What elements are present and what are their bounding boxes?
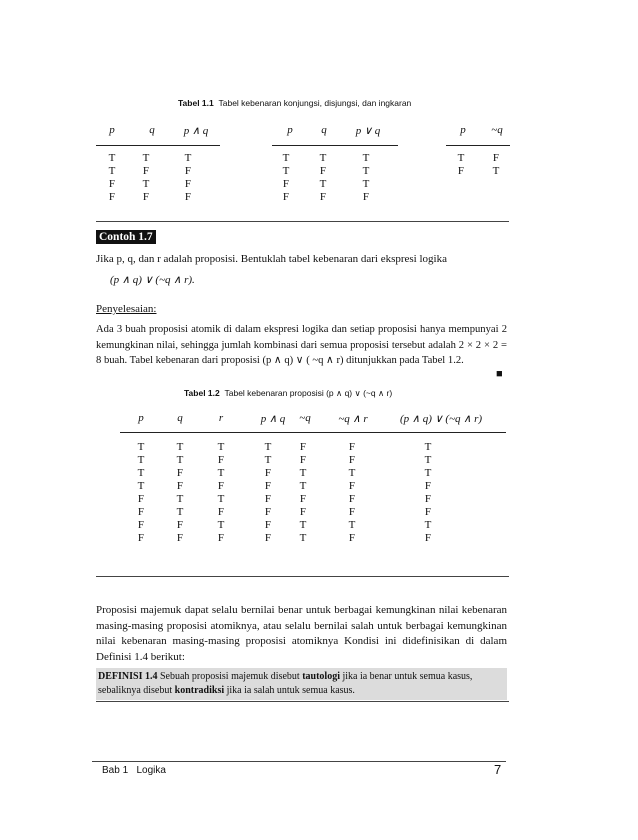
divider <box>96 701 509 702</box>
table-header: ~q <box>491 124 503 136</box>
end-of-proof-mark: ■ <box>496 368 503 380</box>
table1-caption: Tabel 1.1 Tabel kebenaran konjungsi, disjungsi, dan ingkaran <box>178 98 412 108</box>
table-column: T T F F F F F F <box>264 441 272 544</box>
table-column: T T T F F F T F <box>424 441 432 544</box>
term-tautology: tautologi <box>302 671 340 682</box>
table-column: F T <box>492 152 500 177</box>
table-column: T F T F <box>319 152 327 203</box>
table-header: p <box>287 124 293 136</box>
page-number: 7 <box>494 762 502 777</box>
conclusion-paragraph: Proposisi majemuk dapat selalu bernilai benar untuk berbagai kemungkinan nilai kebenaran masing-masing proposisi atomiknya, atau selalu bernilai salah untuk berbagai kemungkinan nilai kebenaran masing-masing proposisi atomiknya Kondisi ini didefinisikan di dalam Definisi 1.4 berikut: <box>96 604 507 663</box>
table2-caption: Tabel 1.2 Tabel kebenaran proposisi (p ∧ q) ∨ (~q ∧ r) <box>184 388 393 398</box>
table-header: q <box>177 412 183 424</box>
example-expression: (p ∧ q) ∨ (~q ∧ r). <box>110 274 195 286</box>
table-column: T F T F T F T F <box>217 441 225 544</box>
divider <box>96 576 509 577</box>
table-header: p <box>138 412 144 424</box>
example-title: Contoh 1.7 <box>96 230 156 244</box>
table-column: F F T T F F T T <box>299 441 307 544</box>
definition-label: DEFINISI 1.4 <box>98 671 158 682</box>
table-header: (p ∧ q) ∨ (~q ∧ r) <box>399 413 483 425</box>
table-column: T F F F <box>184 152 192 203</box>
table-column: T F T F <box>142 152 150 203</box>
solution-label: Penyelesaian: <box>96 303 157 315</box>
table-column: F F T F F F T F <box>348 441 356 544</box>
table-header: p <box>109 124 115 136</box>
table-column: T T T T F F F F <box>137 441 145 544</box>
divider <box>96 221 509 222</box>
table-column: T T F F T T F F <box>176 441 184 544</box>
table-column: T T F F <box>282 152 290 203</box>
table-header: r <box>218 412 224 424</box>
table-header: ~q ∧ r <box>338 413 368 425</box>
solution-text: Ada 3 buah proposisi atomik di dalam ekspresi logika dan setiap proposisi hanya mempunyai 2 kemungkinan nilai, sehingga jumlah kombinasi dari semua proposisi tersebut adalah 2 × 2 × 2 = 8 buah. Tabel kebenaran dari proposisi (p ∧ q) ∨ ( ~q ∧ r) ditunjukkan pada Tabel 1.2. <box>96 324 507 366</box>
table-column: T F <box>457 152 465 177</box>
footer-chapter: Bab 1 Logika <box>102 765 166 776</box>
table-column: T T F F <box>108 152 116 203</box>
table-header: q <box>321 124 327 136</box>
footer-rule <box>92 761 506 762</box>
table-header: p ∧ q <box>260 413 286 425</box>
table-column: T T T F <box>362 152 370 203</box>
example-question: Jika p, q, dan r adalah proposisi. Bentuklah tabel kebenaran dari ekspresi logika <box>96 253 447 265</box>
table-header: ~q <box>299 412 311 424</box>
definition-box: DEFINISI 1.4 Sebuah proposisi majemuk disebut tautologi jika ia benar untuk semua kasus, sebaliknya disebut kontradiksi jika ia salah untuk semua kasus. <box>96 668 507 700</box>
table-header: p ∧ q <box>183 125 209 137</box>
table-header: q <box>149 124 155 136</box>
table-header: p <box>460 124 466 136</box>
table-header: p ∨ q <box>355 125 381 137</box>
term-contradiction: kontradiksi <box>174 685 225 696</box>
